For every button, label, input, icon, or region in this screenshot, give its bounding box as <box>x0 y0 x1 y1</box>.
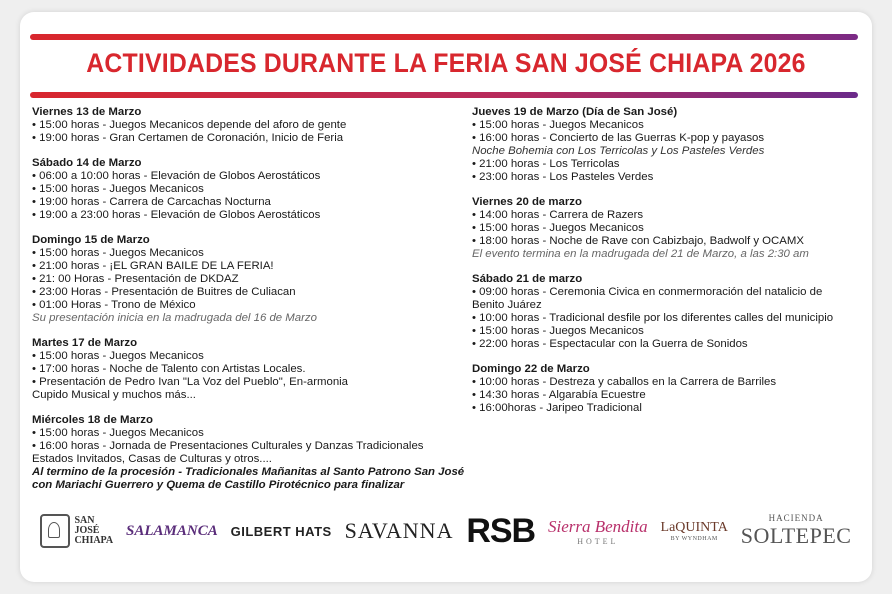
schedule-line: • 16:00horas - Jaripeo Tradicional <box>472 402 642 414</box>
schedule-line: • 23:00 horas - Los Pasteles Verdes <box>472 171 654 183</box>
logo-salamanca: SALAMANCA <box>126 522 218 539</box>
schedule-line: • 14:30 horas - Algarabía Ecuestre <box>472 389 646 401</box>
schedule-line: • Presentación de Pedro Ivan "La Voz del Pueblo", En-armonia <box>32 376 349 388</box>
schedule-line: • 21:00 horas - Los Terricolas <box>472 158 620 170</box>
poster-page <box>20 12 872 582</box>
schedule-line: • 17:00 horas - Noche de Talento con Artistas Locales. <box>32 363 306 375</box>
logo-la-quinta <box>661 520 728 542</box>
schedule-line: con Mariachi Guerrero y Quema de Castillo Pirotécnico para finalizar <box>32 479 405 491</box>
schedule-line: Estados Invitados, Casas de Culturas y otros.... <box>32 453 272 465</box>
schedule-line: Noche Bohemia con Los Terricolas y Los Pasteles Verdes <box>472 145 765 157</box>
schedule-line: • 10:00 horas - Destreza y caballos en la Carrera de Barriles <box>472 376 777 388</box>
left-schedule-column <box>32 106 465 504</box>
day-title: Miércoles 18 de Marzo <box>32 414 153 426</box>
logo-sierra-bendita-main: Sierra Bendita <box>548 516 648 536</box>
day-block <box>472 106 868 184</box>
schedule-line: • 09:00 horas - Ceremonia Civica en conmermoración del natalicio de <box>472 286 823 298</box>
day-title: Sábado 14 de Marzo <box>32 157 142 169</box>
logo-san-jose-line2: JOSÉ <box>74 525 100 536</box>
day-title: Viernes 20 de marzo <box>472 196 582 208</box>
schedule-line: Cupido Musical y muchos más... <box>32 389 196 401</box>
logo-hacienda-main: SOLTEPEC <box>740 523 852 548</box>
schedule-line: • 23:00 Horas - Presentación de Buitres de Culiacan <box>32 286 296 298</box>
schedule-line: • 15:00 horas - Juegos Mecanicos <box>32 427 204 439</box>
schedule-line: • 16:00 horas - Jornada de Presentaciones Culturales y Danzas Tradicionales <box>32 440 424 452</box>
schedule-line: • 18:00 horas - Noche de Rave con Cabizbajo, Badwolf y OCAMX <box>472 235 804 247</box>
logo-san-jose-chiapa <box>40 514 113 548</box>
logo-rsb: RSB <box>466 511 536 550</box>
schedule-line: • 21:00 horas - ¡EL GRAN BAILE DE LA FERIA! <box>32 260 274 272</box>
schedule-line: • 19:00 horas - Carrera de Carcachas Nocturna <box>32 196 271 208</box>
top-gradient-bar <box>30 34 858 40</box>
schedule-line: Su presentación inicia en la madrugada del 16 de Marzo <box>32 312 317 324</box>
schedule-line: • 06:00 a 10:00 horas - Elevación de Globos Aerostáticos <box>32 170 321 182</box>
schedule-line: • 01:00 Horas - Trono de México <box>32 299 196 311</box>
logo-la-quinta-main: LaQUINTA <box>660 520 728 535</box>
schedule-line: • 15:00 horas - Juegos Mecanicos <box>32 183 204 195</box>
schedule-line: • 15:00 horas - Juegos Mecanicos <box>472 222 644 234</box>
schedule-line: • 16:00 horas - Concierto de las Guerras K-pop y payasos <box>472 132 765 144</box>
bottom-gradient-bar <box>30 92 858 98</box>
sponsor-logos <box>20 500 872 562</box>
day-title: Sábado 21 de marzo <box>472 273 583 285</box>
day-block <box>32 234 452 325</box>
schedule-line: • 15:00 horas - Juegos Mecanicos <box>472 119 644 131</box>
logo-san-jose-line1: SAN <box>74 515 95 526</box>
day-title: Jueves 19 de Marzo (Día de San José) <box>472 106 678 118</box>
schedule-line: • 15:00 horas - Juegos Mecanicos <box>32 350 204 362</box>
schedule-line: • 19:00 horas - Gran Certamen de Coronación, Inicio de Feria <box>32 132 344 144</box>
schedule-line: • 15:00 horas - Juegos Mecanicos <box>32 247 204 259</box>
day-block <box>32 157 452 222</box>
day-block <box>472 363 868 415</box>
municipal-seal-icon <box>40 514 70 548</box>
logo-savanna: SAVANNA <box>344 518 454 543</box>
poster-title: ACTIVIDADES DURANTE LA FERIA SAN JOSÉ CHIAPA 2026 <box>86 48 806 78</box>
schedule-line: • 15:00 horas - Juegos Mecanicos depende del aforo de gente <box>32 119 347 131</box>
schedule-line: Benito Juárez <box>472 299 542 311</box>
day-title: Domingo 15 de Marzo <box>32 234 150 246</box>
day-title: Viernes 13 de Marzo <box>32 106 142 118</box>
schedule-line: • 21: 00 Horas - Presentación de DKDAZ <box>32 273 239 285</box>
schedule-line: • 22:00 horas - Espectacular con la Guerra de Sonidos <box>472 338 748 350</box>
day-title: Domingo 22 de Marzo <box>472 363 590 375</box>
schedule-line: El evento termina en la madrugada del 21 de Marzo, a las 2:30 am <box>472 248 809 260</box>
logo-sierra-bendita <box>548 517 648 546</box>
logo-gilbert-hats: GILBERT HATS <box>230 523 332 539</box>
logo-sierra-bendita-sub: HOTEL <box>577 536 619 546</box>
schedule-line: • 19:00 a 23:00 horas - Elevación de Globos Aerostáticos <box>32 209 321 221</box>
schedule-line: • 14:00 horas - Carrera de Razers <box>472 209 644 221</box>
schedule-line: • 10:00 horas - Tradicional desfile por los diferentes calles del municipio <box>472 312 834 324</box>
right-schedule-column <box>472 106 868 427</box>
day-title: Martes 17 de Marzo <box>32 337 138 349</box>
logo-hacienda-soltepec <box>741 513 852 549</box>
logo-hacienda-top: HACIENDA <box>768 513 824 523</box>
day-block <box>32 414 465 492</box>
logo-la-quinta-sub: BY WYNDHAM <box>670 536 718 542</box>
day-block <box>32 337 452 402</box>
day-block <box>472 273 868 351</box>
day-block <box>32 106 452 145</box>
schedule-line: • 15:00 horas - Juegos Mecanicos <box>472 325 644 337</box>
logo-san-jose-line3: CHIAPA <box>74 535 114 546</box>
schedule-line: Al termino de la procesión - Tradicionales Mañanitas al Santo Patrono San José <box>32 466 465 478</box>
day-block <box>472 196 868 261</box>
